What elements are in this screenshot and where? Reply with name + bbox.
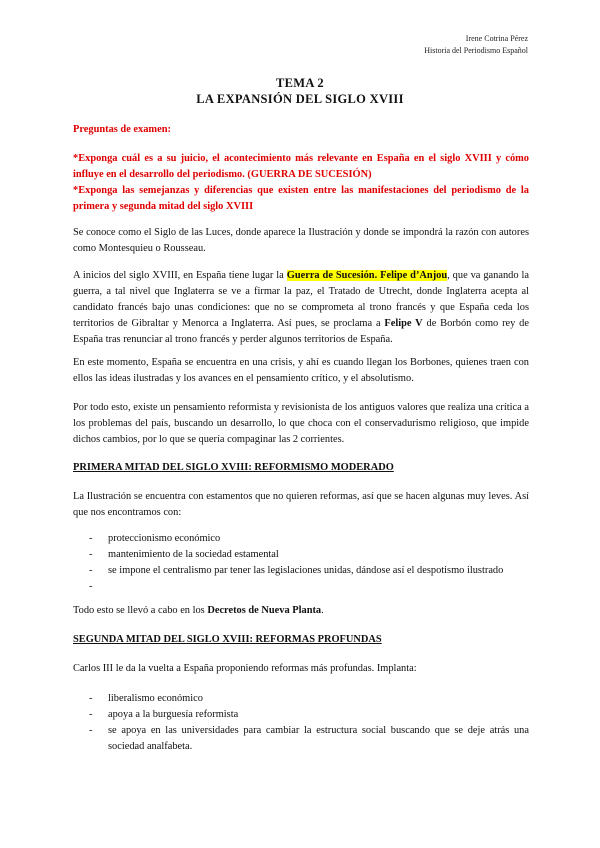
exam-heading: Preguntas de examen: [73, 124, 171, 135]
topic-title: LA EXPANSIÓN DEL SIGLO XVIII [196, 92, 404, 106]
exam-question-1: *Exponga cuál es a su juicio, el acontecimiento más relevante en España en el siglo XVIII y cómo influye en el desarrollo del periodismo. (GUERRA DE SUCESIÓN) [73, 153, 529, 180]
topic-number: TEMA 2 [276, 76, 324, 90]
section1-intro: La Ilustración se encuentra con estamentos que no quieren reformas, así que se hacen algunas muy leves. Así que nos encontramos con: [73, 491, 529, 518]
list-item: - se impone el centralismo par tener las legislaciones unidas, dándose así el despotismo ilustrado [73, 563, 529, 579]
list-item: - mantenimiento de la sociedad estamental [73, 547, 529, 563]
list-item: - se apoya en las universidades para cambiar la estructura social buscando que se deje atrás una sociedad analfabeta. [89, 725, 529, 752]
bold-decretos-nueva-planta: Decretos de Nueva Planta [207, 605, 322, 616]
section2-intro: Carlos III le da la vuelta a España proponiendo reformas más profundas. Implanta: [73, 663, 417, 674]
exam-question-2: *Exponga las semejanzas y diferencias que existen entre las manifestaciones del periodismo de la primera y segunda mitad del siglo XVIII [73, 185, 529, 212]
dash-bullet: - [89, 533, 93, 544]
list-item: - proteccionismo económico [73, 531, 529, 547]
paragraph-intro: Se conoce como el Siglo de las Luces, donde aparece la Ilustración y donde se impondrá la razón con autores como Montesquieu o Rousseau. [73, 227, 529, 254]
highlight-guerra-sucesion: Guerra de Sucesión [286, 270, 375, 281]
para-text: A inicios del siglo XVIII, en España tiene lugar la [73, 270, 287, 281]
header-course: Historia del Periodismo Español [424, 46, 528, 55]
list-item [73, 579, 529, 595]
section1-heading: PRIMERA MITAD DEL SIGLO XVIII: REFORMISMO MODERADO [73, 462, 394, 473]
section1-outro: Todo esto se llevó a cabo en los Decretos de Nueva Planta. [73, 605, 324, 616]
dash-bullet: - [89, 693, 93, 704]
para-text: , que va ganando la guerra, a tal nivel que Inglaterra se ve a firmar la paz, el Tratado de Utrecht, donde Inglaterra acepta al candidato francés bajo unas condiciones: que no se comprometa al trono francés y que España ceda los territorios de Gibraltar y Menorca a Inglaterra. Así pues, se proclama a [73, 270, 529, 329]
paragraph-reformism: Por todo esto, existe un pensamiento reformista y revisionista de los antiguos valores que realiza una crítica a los problemas del país, buscando un desarrollo, lo que choca con el conservadurismo religioso, que impide dichos cambios, por lo que se quería compaginar las 2 corrientes. [73, 402, 529, 445]
highlight-separator: . [374, 270, 381, 281]
section2-heading: SEGUNDA MITAD DEL SIGLO XVIII: REFORMAS PROFUNDAS [73, 634, 382, 645]
list-item: - liberalismo económico [73, 691, 529, 707]
section2-list [73, 691, 529, 755]
bold-felipe-v: Felipe V [384, 318, 423, 329]
highlight-felipe-anjou: Felipe d’Anjou [380, 270, 448, 281]
dash-bullet: - [89, 581, 93, 592]
dash-bullet: - [89, 549, 93, 560]
paragraph-crisis: En este momento, España se encuentra en una crisis, y ahí es cuando llegan los Borbones, quienes traen con ellos las ideas ilustradas y los avances en el pensamiento crítico, y el absolutismo. [73, 357, 529, 384]
dash-bullet: - [89, 709, 93, 720]
dash-bullet: - [89, 565, 93, 576]
paragraph-succession-war [73, 268, 529, 348]
header-author: Irene Cotrina Pérez [465, 34, 528, 43]
para-text: de Borbón como rey de España tras renunciar al trono francés y perder algunos territorios de España. [73, 318, 529, 345]
list-item: - apoya a la burguesía reformista [73, 707, 529, 723]
section1-list [73, 531, 529, 595]
dash-bullet: - [89, 725, 93, 736]
